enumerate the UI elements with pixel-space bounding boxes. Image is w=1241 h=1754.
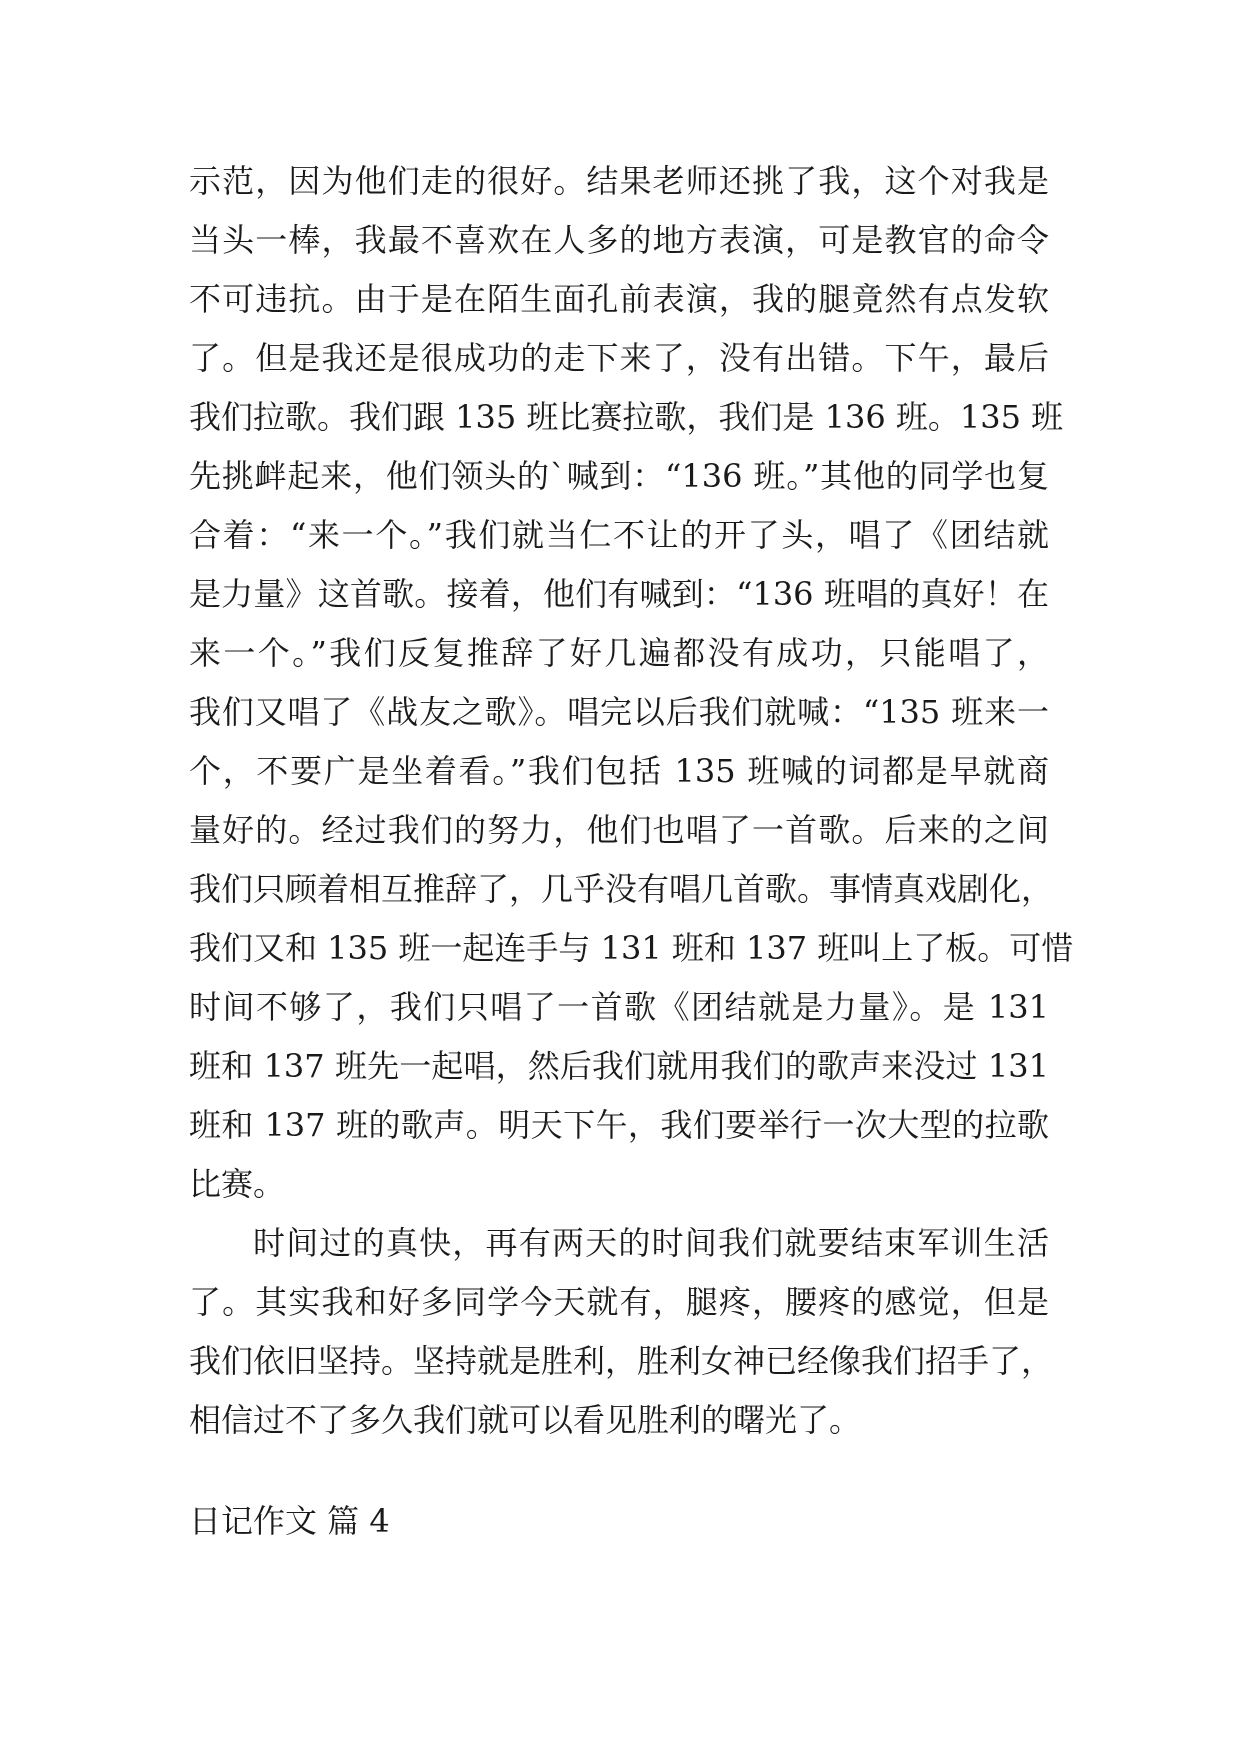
- paragraph-line: 班和 137 班的歌声。明天下午，我们要举行一次大型的拉歌: [189, 1106, 1049, 1144]
- paragraph-line: 合着：“来一个。”我们就当仁不让的开了头，唱了《团结就: [189, 516, 1049, 554]
- paragraph-line: 示范，因为他们走的很好。结果老师还挑了我，这个对我是: [189, 162, 1049, 200]
- paragraph-line: 是力量》这首歌。接着，他们有喊到：“136 班唱的真好！在: [189, 575, 1049, 613]
- paragraph-line: 来一个。”我们反复推辞了好几遍都没有成功，只能唱了，: [189, 634, 1049, 672]
- paragraph-2: [189, 1214, 1054, 1450]
- paragraph-line: 时间不够了，我们只唱了一首歌《团结就是力量》。是 131: [189, 988, 1049, 1026]
- paragraph-line: 个，不要广是坐着看。”我们包括 135 班喊的词都是早就商: [189, 752, 1049, 790]
- paragraph-line: 时间过的真快，再有两天的时间我们就要结束军训生活: [253, 1224, 1049, 1262]
- document-body: [189, 152, 1074, 1450]
- paragraph-line: 我们又和 135 班一起连手与 131 班和 137 班叫上了板。可惜: [189, 929, 1074, 967]
- paragraph-line: 我们拉歌。我们跟 135 班比赛拉歌，我们是 136 班。135 班: [189, 398, 1064, 436]
- paragraph-line: 我们只顾着相互推辞了，几乎没有唱几首歌。事情真戏剧化，: [189, 870, 1054, 908]
- paragraph-line: 比赛。: [189, 1165, 286, 1203]
- paragraph-line: 相信过不了多久我们就可以看见胜利的曙光了。: [189, 1401, 862, 1439]
- section-heading: 日记作文 篇 4: [189, 1502, 390, 1540]
- paragraph-line: 班和 137 班先一起唱，然后我们就用我们的歌声来没过 131: [189, 1047, 1049, 1085]
- paragraph-line: 先挑衅起来，他们领头的`喊到：“136 班。”其他的同学也复: [189, 457, 1049, 495]
- paragraph-line: 我们依旧坚持。坚持就是胜利，胜利女神已经像我们招手了，: [189, 1342, 1054, 1380]
- paragraph-line: 了。其实我和好多同学今天就有，腿疼，腰疼的感觉，但是: [189, 1283, 1049, 1321]
- paragraph-line: 我们又唱了《战友之歌》。唱完以后我们就喊：“135 班来一: [189, 693, 1049, 731]
- paragraph-line: 量好的。经过我们的努力，他们也唱了一首歌。后来的之间: [189, 811, 1049, 849]
- paragraph-1: [189, 152, 1074, 1214]
- paragraph-line: 当头一棒，我最不喜欢在人多的地方表演，可是教官的命令: [189, 221, 1049, 259]
- paragraph-line: 了。但是我还是很成功的走下来了，没有出错。下午，最后: [189, 339, 1049, 377]
- paragraph-line: 不可违抗。由于是在陌生面孔前表演，我的腿竟然有点发软: [189, 280, 1049, 318]
